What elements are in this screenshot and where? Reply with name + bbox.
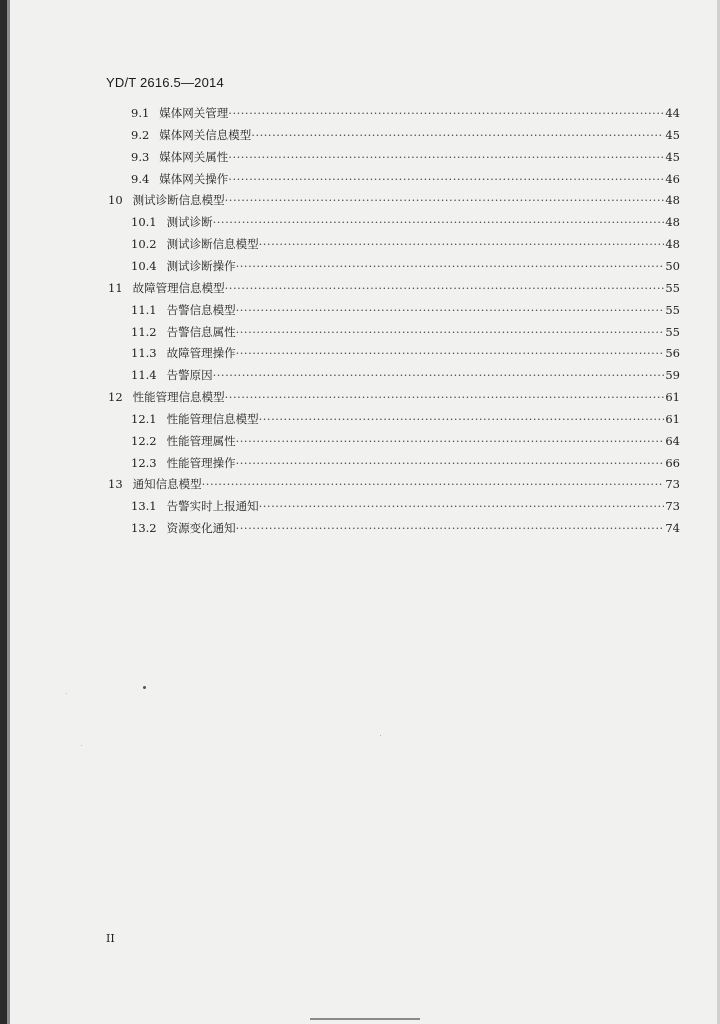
scan-shadow-left-inner [7, 0, 10, 1024]
toc-entry [131, 148, 680, 166]
toc-leader-dots [225, 388, 665, 406]
toc-entry-title: 测试诊断 [166, 215, 213, 230]
toc-entry-number: 9.4 [131, 171, 150, 186]
toc-entry-page: 64 [665, 433, 680, 448]
toc-entry-number: 10.4 [131, 258, 157, 273]
toc-leader-dots [251, 126, 664, 144]
toc-entry [131, 104, 680, 122]
toc-entry-number: 11 [108, 280, 123, 295]
toc-entry-title: 测试诊断操作 [166, 258, 236, 273]
toc-entry-page: 55 [665, 280, 680, 295]
toc-entry-number: 12.1 [131, 411, 157, 426]
toc-entry-title: 性能管理信息模型 [166, 411, 259, 426]
toc-entry [108, 388, 680, 406]
toc-entry-page: 56 [665, 346, 680, 361]
toc-entry-number: 9.3 [131, 149, 150, 164]
toc-entry-title: 告警实时上报通知 [166, 499, 259, 514]
toc-leader-dots [213, 366, 665, 384]
toc-entry-number: 9.2 [131, 127, 150, 142]
toc-entry [131, 410, 680, 428]
scan-speck [66, 693, 67, 694]
toc-leader-dots [236, 454, 665, 472]
toc-leader-dots [225, 191, 665, 209]
toc-leader-dots [228, 170, 664, 188]
toc-entry-page: 55 [665, 302, 680, 317]
toc-leader-dots [228, 104, 664, 122]
toc-leader-dots [259, 497, 665, 515]
toc-entry-number: 13.2 [131, 521, 157, 536]
toc-entry-page: 73 [665, 499, 680, 514]
toc-entry-title: 资源变化通知 [166, 521, 236, 536]
toc-entry-number: 12.3 [131, 455, 157, 470]
toc-entry [131, 344, 680, 362]
toc-leader-dots [236, 432, 665, 450]
toc-entry-title: 通知信息模型 [132, 477, 202, 492]
toc-leader-dots [236, 257, 665, 275]
toc-entry-page: 50 [665, 258, 680, 273]
toc-leader-dots [228, 148, 664, 166]
toc-entry-title: 性能管理操作 [166, 455, 236, 470]
toc-leader-dots [236, 323, 665, 341]
toc-entry-page: 45 [665, 127, 680, 142]
toc-entry [131, 235, 680, 253]
toc-leader-dots [259, 410, 665, 428]
toc-entry-page: 45 [665, 149, 680, 164]
toc-entry-title: 测试诊断信息模型 [166, 237, 259, 252]
toc-entry [131, 213, 680, 231]
toc-entry-page: 44 [665, 106, 680, 120]
toc-entry-page: 66 [665, 455, 680, 470]
toc-entry-page: 73 [665, 477, 680, 492]
toc-leader-dots [202, 475, 665, 493]
toc-entry [131, 126, 680, 144]
toc-entry-page: 48 [665, 215, 680, 230]
toc-entry-title: 告警原因 [166, 368, 213, 383]
toc-entry-number: 12.2 [131, 433, 157, 448]
toc-entry-page: 55 [665, 324, 680, 339]
toc-entry [131, 519, 680, 537]
toc-entry-page: 48 [665, 237, 680, 252]
toc-entry-number: 12 [108, 390, 123, 405]
scan-speck [380, 735, 381, 736]
scan-speck [81, 745, 82, 746]
scan-bottom-mark [310, 1018, 420, 1020]
document-code-header: YD/T 2616.5—2014 [106, 75, 224, 90]
toc-leader-dots [236, 519, 665, 537]
toc-entry-number: 11.4 [131, 368, 157, 383]
toc-entry-title: 性能管理信息模型 [132, 390, 225, 405]
toc-entry-title: 告警信息属性 [166, 324, 236, 339]
toc-entry-title: 媒体网关信息模型 [159, 127, 252, 142]
toc-leader-dots [225, 279, 665, 297]
toc-entry-number: 10.2 [131, 237, 157, 252]
toc-entry [131, 323, 680, 341]
toc-entry-page: 46 [665, 171, 680, 186]
toc-entry [131, 257, 680, 275]
page-number: II [106, 932, 115, 945]
toc-entry-number: 11.2 [131, 324, 157, 339]
toc-entry-number: 10 [108, 193, 123, 208]
toc-entry-title: 测试诊断信息模型 [132, 193, 225, 208]
toc-entry [131, 454, 680, 472]
toc-entry-page: 74 [665, 521, 680, 536]
toc-entry-page: 61 [665, 390, 680, 405]
toc-entry-number: 10.1 [131, 215, 157, 230]
toc-leader-dots [213, 213, 665, 231]
toc-entry-title: 媒体网关操作 [159, 171, 229, 186]
scan-shadow-left [0, 0, 7, 1024]
toc-entry-title: 故障管理操作 [166, 346, 236, 361]
toc-leader-dots [236, 301, 665, 319]
toc-entry [131, 432, 680, 450]
toc-leader-dots [259, 235, 665, 253]
toc-entry-title: 媒体网关管理 [159, 106, 229, 120]
toc-entry-title: 媒体网关属性 [159, 149, 229, 164]
toc-entry-page: 61 [665, 411, 680, 426]
toc-entry [131, 170, 680, 188]
toc-entry-number: 13.1 [131, 499, 157, 514]
toc-entry [108, 191, 680, 209]
toc-entry-page: 48 [665, 193, 680, 208]
toc-entry [108, 475, 680, 493]
toc-entry-number: 11.1 [131, 302, 157, 317]
toc-entry-title: 性能管理属性 [166, 433, 236, 448]
toc-entry-number: 9.1 [131, 106, 150, 120]
toc-entry [131, 366, 680, 384]
toc-leader-dots [236, 344, 665, 362]
toc-entry-page: 59 [665, 368, 680, 383]
toc-entry-title: 故障管理信息模型 [132, 280, 225, 295]
toc-entry [131, 497, 680, 515]
toc-entry-number: 13 [108, 477, 123, 492]
toc-entry [131, 301, 680, 319]
toc-entry [108, 279, 680, 297]
scan-speck [143, 686, 146, 689]
toc-entry-number: 11.3 [131, 346, 157, 361]
toc-entry-title: 告警信息模型 [166, 302, 236, 317]
